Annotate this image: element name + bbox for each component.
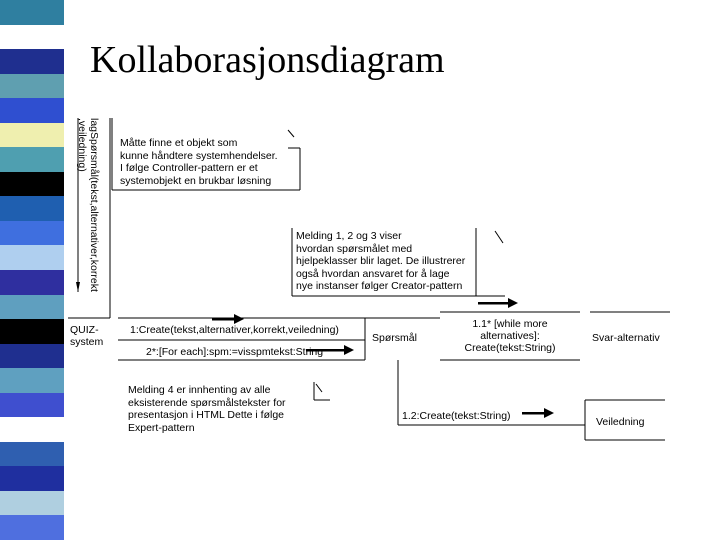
note3-fold [316, 384, 322, 392]
note1-fold [288, 130, 294, 137]
note-line: eksisterende spørsmålstekster for [128, 396, 286, 409]
note-line: Måtte finne et objekt som [120, 137, 238, 149]
note-line: Melding 4 er innhenting av alle [128, 384, 271, 396]
note-line: hvordan spørsmålet med [296, 242, 413, 255]
note-creator [296, 230, 465, 293]
vertical-message [78, 118, 100, 308]
note-line: I følge Controller-pattern er et [120, 162, 258, 174]
arrow-m12 [522, 412, 544, 415]
arrow-m1 [212, 318, 234, 321]
object-svar-alternativ: Svar-alternativ [592, 332, 660, 344]
slide-title: Kollaborasjonsdiagram [90, 39, 445, 81]
note-line: presentasjon i HTML Dette i følge [128, 409, 285, 421]
message-line: alternatives]: [480, 330, 540, 342]
note-expert [128, 384, 286, 434]
message-2: 2*:[For each]:spm:=visspmtekst:String [146, 346, 324, 358]
object-quiz-system [70, 324, 103, 348]
note-line: kunne håndtere systemhendelser. [120, 149, 278, 162]
note-line: Melding 1, 2 og 3 viser [296, 230, 402, 242]
note-line: hjelpeklasser blir laget. De illustrerer [296, 255, 466, 267]
message-1-1 [450, 318, 570, 354]
vertical-message-line-2: ,veiledning) [76, 118, 88, 172]
object-sporsmal: Spørsmål [372, 332, 417, 344]
note2-fold [495, 231, 503, 243]
message-1: 1:Create(tekst,alternativer,korrekt,veiledning) [130, 324, 339, 336]
object-veiledning: Veiledning [596, 416, 645, 428]
arrow-m11 [478, 302, 508, 305]
message-1-2: 1.2:Create(tekst:String) [402, 410, 511, 422]
note-line: nye instanser følger Creator-pattern [296, 280, 463, 292]
vertical-message-line-1: lagSpørsmål(tekst,alternativer,korrekt [88, 118, 100, 292]
object-label: system [70, 336, 104, 348]
object-label: QUIZ- [70, 324, 99, 336]
message-line: 1.1* [while more [472, 318, 548, 330]
note-line: systemobjekt en brukbar løsning [120, 174, 272, 187]
message-line: Create(tekst:String) [464, 342, 556, 354]
note-controller [120, 137, 278, 187]
note-line: Expert-pattern [128, 421, 195, 434]
note-line: også hvordan ansvaret for å lage [296, 267, 450, 280]
